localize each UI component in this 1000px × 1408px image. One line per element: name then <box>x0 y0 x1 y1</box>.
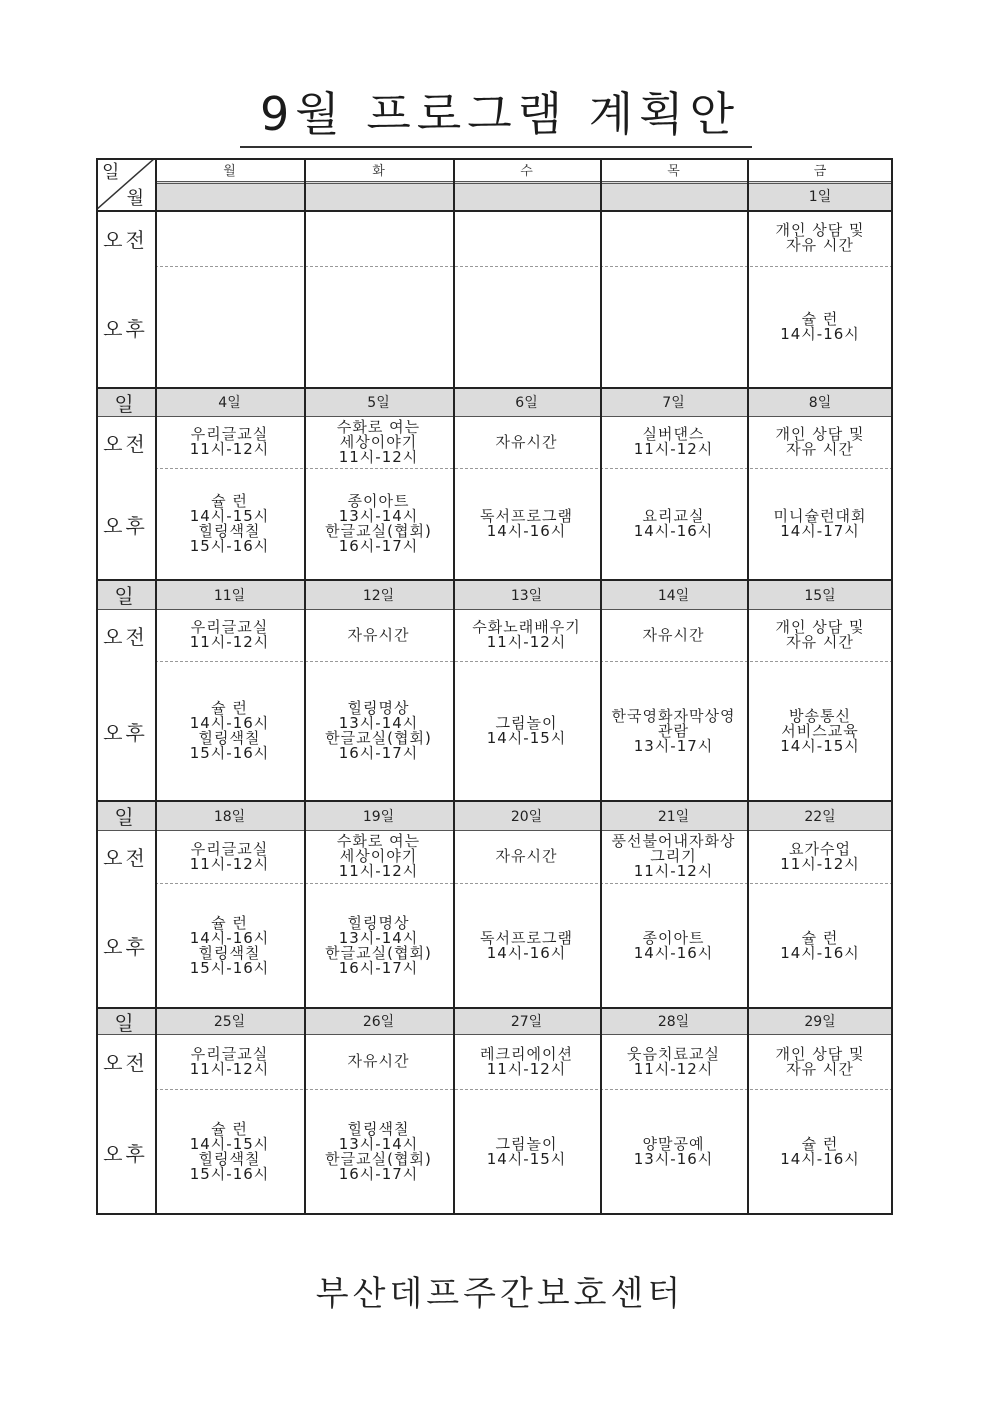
date-label: 6일 <box>515 395 538 411</box>
am-pm-divider <box>155 883 893 884</box>
center-name: 부산데프주간보호센터 <box>315 1274 685 1314</box>
program-line: 자유 시간 <box>786 633 854 651</box>
program-line: 11시-12시 <box>338 447 419 466</box>
program-line: 자유시간 <box>347 625 410 644</box>
program-line: 양말공예 <box>642 1135 705 1153</box>
date-label: 13일 <box>510 587 543 604</box>
table-rule <box>155 181 893 182</box>
morning-program-cell <box>453 609 600 661</box>
weekday-header <box>600 158 747 181</box>
page-title: 9월 프로그램 계획안 <box>260 87 740 141</box>
date-cell <box>600 580 747 609</box>
program-line: 13시-14시 <box>338 507 419 525</box>
day-row-label <box>96 1008 155 1034</box>
morning-label: 오전 <box>103 624 148 649</box>
afternoon-label: 오후 <box>103 316 148 341</box>
day-label: 일 <box>114 805 137 829</box>
morning-program-cell <box>747 210 893 266</box>
weekday-header <box>304 158 453 181</box>
morning-program-cell <box>304 210 453 266</box>
program-line: 11시-12시 <box>780 854 860 873</box>
program-line: 14시-16시 <box>486 943 567 962</box>
day-row-label <box>96 801 155 830</box>
program-line: 우리글교실 <box>190 618 269 636</box>
morning-label: 오전 <box>103 1051 148 1075</box>
afternoon-program-cell <box>155 468 304 580</box>
program-line: 서비스교육 <box>781 721 859 740</box>
program-line: 세상이야기 <box>339 847 418 865</box>
date-label: 11일 <box>213 587 246 604</box>
afternoon-program-cell <box>747 468 893 580</box>
program-line: 자유 시간 <box>786 1059 854 1078</box>
column-divider <box>304 158 306 1215</box>
program-line: 14시-17시 <box>780 522 860 540</box>
morning-program-cell <box>304 830 453 883</box>
program-line: 11시-12시 <box>189 854 270 873</box>
morning-program-cell <box>304 416 453 468</box>
program-line: 한글교실(협회) <box>325 729 432 747</box>
afternoon-program-cell <box>304 661 453 801</box>
weekday-label: 금 <box>813 164 827 179</box>
program-line: 수화로 여는 <box>336 832 421 850</box>
program-line: 힐링색칠 <box>198 729 261 747</box>
date-label: 7일 <box>662 395 685 411</box>
program-line: 14시-15시 <box>486 729 567 747</box>
morning-label: 오전 <box>103 431 148 456</box>
program-line: 자유시간 <box>347 1052 410 1070</box>
program-line: 11시-12시 <box>633 862 714 880</box>
row-divider <box>96 1007 893 1009</box>
row-divider <box>96 579 893 581</box>
date-label: 15일 <box>804 587 836 604</box>
program-line: 자유시간 <box>495 432 558 451</box>
date-label: 29일 <box>804 1014 836 1030</box>
morning-program-cell <box>747 416 893 468</box>
afternoon-program-cell <box>304 468 453 580</box>
program-line: 미니슐런대회 <box>773 507 867 525</box>
date-label: 19일 <box>362 808 395 825</box>
program-line: 16시-17시 <box>338 958 419 977</box>
date-cell-empty <box>304 181 453 210</box>
date-cell-empty <box>600 181 747 210</box>
program-line: 그림놀이 <box>495 1135 558 1153</box>
program-line: 슐 런 <box>211 1120 248 1138</box>
date-cell <box>155 801 304 830</box>
corner-diagonal <box>96 158 155 210</box>
pm-label-cell <box>96 883 155 1008</box>
morning-label: 오전 <box>103 227 148 252</box>
weekday-label: 월 <box>223 164 236 179</box>
program-line: 13시-17시 <box>633 736 714 755</box>
program-line: 실버댄스 <box>642 425 705 443</box>
afternoon-program-cell <box>304 883 453 1008</box>
program-line: 14시-16시 <box>189 928 270 947</box>
program-line: 우리글교실 <box>190 1044 269 1063</box>
afternoon-program-cell <box>600 1089 747 1215</box>
date-cell <box>747 181 893 210</box>
morning-program-cell <box>304 609 453 661</box>
morning-program-cell <box>155 609 304 661</box>
morning-program-cell <box>600 210 747 266</box>
afternoon-label: 오후 <box>103 935 148 959</box>
am-label-cell <box>96 210 155 266</box>
program-line: 14시-15시 <box>486 1150 567 1168</box>
date-label: 14일 <box>657 587 690 604</box>
column-divider <box>155 158 157 1215</box>
date-cell <box>155 580 304 609</box>
date-label: 25일 <box>213 1014 246 1030</box>
afternoon-label: 오후 <box>103 1141 148 1166</box>
program-line: 개인 상담 및 <box>775 221 865 239</box>
afternoon-program-cell <box>304 1089 453 1215</box>
date-label: 22일 <box>804 808 836 825</box>
column-divider <box>96 158 98 1215</box>
column-divider <box>453 158 455 1215</box>
weekday-label: 목 <box>667 164 680 179</box>
schedule-table <box>96 158 893 1215</box>
morning-program-cell <box>155 416 304 468</box>
program-line: 슐 런 <box>801 310 839 328</box>
morning-program-cell <box>453 830 600 883</box>
day-label: 일 <box>114 584 137 608</box>
date-label: 4일 <box>218 395 241 411</box>
program-line: 한글교실(협회) <box>325 1150 432 1168</box>
program-line: 종이아트 <box>347 492 410 510</box>
morning-program-cell <box>453 416 600 468</box>
program-line: 자유시간 <box>495 847 558 865</box>
program-line: 종이아트 <box>642 928 705 947</box>
pm-label-cell <box>96 266 155 388</box>
program-line: 요가수업 <box>789 839 851 858</box>
date-cell <box>453 801 600 830</box>
afternoon-program-cell <box>453 661 600 801</box>
am-label-cell <box>96 1034 155 1089</box>
date-cell <box>453 1008 600 1034</box>
table-rule <box>96 158 893 160</box>
program-line: 한국영화자막상영 <box>611 706 736 725</box>
weekday-label: 수 <box>520 164 533 179</box>
program-line: 16시-17시 <box>338 537 419 555</box>
program-line: 자유 시간 <box>786 440 854 458</box>
date-cell <box>600 1008 747 1034</box>
program-line: 방송통신 <box>789 706 851 725</box>
date-label: 26일 <box>362 1014 395 1030</box>
afternoon-program-cell <box>453 468 600 580</box>
program-line: 힐링색칠 <box>198 943 261 962</box>
program-line: 그리기 <box>650 847 697 865</box>
program-line: 11시-12시 <box>338 862 419 880</box>
date-cell <box>747 1008 893 1034</box>
program-line: 16시-17시 <box>338 744 419 762</box>
program-line: 레크리에이션 <box>480 1044 573 1063</box>
morning-label: 오전 <box>103 846 148 870</box>
program-line: 11시-12시 <box>189 440 270 458</box>
date-cell <box>453 388 600 416</box>
column-divider <box>891 158 893 1215</box>
program-line: 13시-14시 <box>338 928 419 947</box>
row-divider <box>96 387 893 389</box>
morning-program-cell <box>600 609 747 661</box>
day-label: 일 <box>114 1010 137 1035</box>
date-label: 28일 <box>657 1014 690 1030</box>
am-pm-divider <box>155 661 893 662</box>
corner-weekday-label: 월 <box>126 188 147 209</box>
date-cell <box>304 580 453 609</box>
afternoon-program-cell <box>453 266 600 388</box>
program-line: 11시-12시 <box>633 440 714 458</box>
date-label: 18일 <box>213 808 246 825</box>
morning-program-cell <box>747 830 893 883</box>
morning-program-cell <box>304 1034 453 1089</box>
afternoon-program-cell <box>304 266 453 388</box>
date-cell <box>155 388 304 416</box>
program-line: 14시-16시 <box>780 943 860 962</box>
morning-program-cell <box>453 210 600 266</box>
program-line: 11시-12시 <box>189 1059 270 1078</box>
program-line: 14시-16시 <box>189 714 270 732</box>
pm-label-cell <box>96 661 155 801</box>
afternoon-program-cell <box>155 661 304 801</box>
program-line: 슐 런 <box>211 492 248 510</box>
program-line: 16시-17시 <box>338 1165 419 1183</box>
afternoon-label: 오후 <box>103 720 148 745</box>
morning-program-cell <box>155 830 304 883</box>
program-line: 한글교실(협회) <box>325 522 432 540</box>
program-line: 11시-12시 <box>486 1059 567 1078</box>
program-line: 우리글교실 <box>190 839 269 858</box>
program-line: 슐 런 <box>801 1135 839 1153</box>
program-line: 13시-16시 <box>633 1150 714 1168</box>
program-line: 힐링명상 <box>347 699 410 717</box>
am-pm-divider <box>155 266 893 267</box>
date-cell <box>600 388 747 416</box>
am-label-cell <box>96 416 155 468</box>
morning-program-cell <box>155 1034 304 1089</box>
program-line: 독서프로그램 <box>480 928 573 947</box>
day-label: 일 <box>114 391 137 416</box>
date-label: 27일 <box>510 1014 543 1030</box>
program-line: 독서프로그램 <box>480 507 573 525</box>
program-line: 11시-12시 <box>486 633 567 651</box>
date-cell <box>304 801 453 830</box>
morning-program-cell <box>453 1034 600 1089</box>
program-line: 13시-14시 <box>338 1135 419 1153</box>
morning-program-cell <box>600 1034 747 1089</box>
program-line: 13시-14시 <box>338 714 419 732</box>
program-line: 힐링명상 <box>347 913 410 932</box>
morning-program-cell <box>600 830 747 883</box>
program-line: 14시-15시 <box>189 507 270 525</box>
date-cell <box>304 1008 453 1034</box>
weekday-header <box>747 158 893 181</box>
morning-program-cell <box>747 1034 893 1089</box>
program-line: 11시-12시 <box>633 1059 714 1078</box>
date-cell-empty <box>155 181 304 210</box>
table-rule <box>155 183 893 184</box>
afternoon-program-cell <box>747 266 893 388</box>
program-line: 수화로 여는 <box>336 417 421 436</box>
program-line: 14시-16시 <box>633 943 714 962</box>
program-line: 힐링색칠 <box>347 1120 410 1138</box>
pm-label-cell <box>96 468 155 580</box>
day-row-label <box>96 580 155 609</box>
am-pm-divider <box>155 1089 893 1090</box>
program-line: 자유시간 <box>642 625 705 644</box>
afternoon-program-cell <box>600 661 747 801</box>
program-line: 11시-12시 <box>189 633 270 651</box>
date-label: 1일 <box>808 188 832 205</box>
date-cell <box>600 801 747 830</box>
program-line: 14시-15시 <box>780 736 860 755</box>
date-cell <box>304 388 453 416</box>
title-underline <box>240 146 752 148</box>
program-line: 한글교실(협회) <box>325 943 432 962</box>
program-line: 요리교실 <box>642 507 705 525</box>
program-line: 슐 런 <box>801 928 839 947</box>
afternoon-program-cell <box>747 883 893 1008</box>
afternoon-program-cell <box>155 1089 304 1215</box>
afternoon-program-cell <box>155 266 304 388</box>
program-line: 개인 상담 및 <box>775 1044 865 1063</box>
afternoon-program-cell <box>453 883 600 1008</box>
program-line: 힐링색칠 <box>198 1150 261 1168</box>
program-line: 14시-15시 <box>189 1135 270 1153</box>
program-line: 우리글교실 <box>190 425 269 443</box>
am-pm-divider <box>155 468 893 469</box>
program-line: 수화노래배우기 <box>472 618 581 636</box>
program-line: 슐 런 <box>211 699 248 717</box>
date-cell <box>155 1008 304 1034</box>
weekday-header <box>155 158 304 181</box>
program-line: 15시-16시 <box>189 537 270 555</box>
column-divider <box>747 158 749 1215</box>
afternoon-label: 오후 <box>103 513 148 538</box>
afternoon-program-cell <box>600 468 747 580</box>
program-line: 슐 런 <box>211 913 248 932</box>
program-line: 15시-16시 <box>189 1165 270 1183</box>
afternoon-program-cell <box>747 661 893 801</box>
day-row-label <box>96 388 155 416</box>
column-divider <box>600 158 602 1215</box>
program-line: 개인 상담 및 <box>775 618 865 636</box>
program-line: 14시-16시 <box>633 522 714 540</box>
afternoon-program-cell <box>600 266 747 388</box>
program-line: 14시-16시 <box>486 522 567 540</box>
date-label: 12일 <box>362 587 395 604</box>
morning-program-cell <box>747 609 893 661</box>
date-cell-empty <box>453 181 600 210</box>
program-line: 15시-16시 <box>189 958 270 977</box>
weekday-header <box>453 158 600 181</box>
program-line: 힐링색칠 <box>198 522 261 540</box>
program-line: 웃음치료교실 <box>627 1044 720 1063</box>
table-rule <box>96 210 893 212</box>
program-line: 관람 <box>658 721 689 740</box>
date-label: 5일 <box>367 395 390 411</box>
table-rule <box>96 1213 893 1215</box>
program-line: 그림놀이 <box>495 714 558 732</box>
morning-program-cell <box>600 416 747 468</box>
afternoon-program-cell <box>155 883 304 1008</box>
program-line: 15시-16시 <box>189 744 270 762</box>
am-label-cell <box>96 830 155 883</box>
afternoon-program-cell <box>453 1089 600 1215</box>
row-divider <box>96 800 893 802</box>
program-line: 14시-16시 <box>780 325 860 343</box>
program-line: 개인 상담 및 <box>775 425 865 443</box>
date-cell <box>747 580 893 609</box>
date-cell <box>747 801 893 830</box>
program-line: 자유 시간 <box>786 236 854 254</box>
morning-program-cell <box>155 210 304 266</box>
date-label: 20일 <box>510 808 543 825</box>
date-cell <box>747 388 893 416</box>
date-cell <box>453 580 600 609</box>
afternoon-program-cell <box>747 1089 893 1215</box>
program-line: 풍선불어내자화상 <box>611 832 736 850</box>
date-label: 8일 <box>808 395 832 411</box>
date-label: 21일 <box>657 808 690 825</box>
pm-label-cell <box>96 1089 155 1215</box>
afternoon-program-cell <box>600 883 747 1008</box>
weekday-label: 화 <box>372 164 385 179</box>
corner-day-label: 일 <box>102 162 123 183</box>
am-label-cell <box>96 609 155 661</box>
program-line: 14시-16시 <box>780 1150 860 1168</box>
program-line: 세상이야기 <box>339 432 418 451</box>
